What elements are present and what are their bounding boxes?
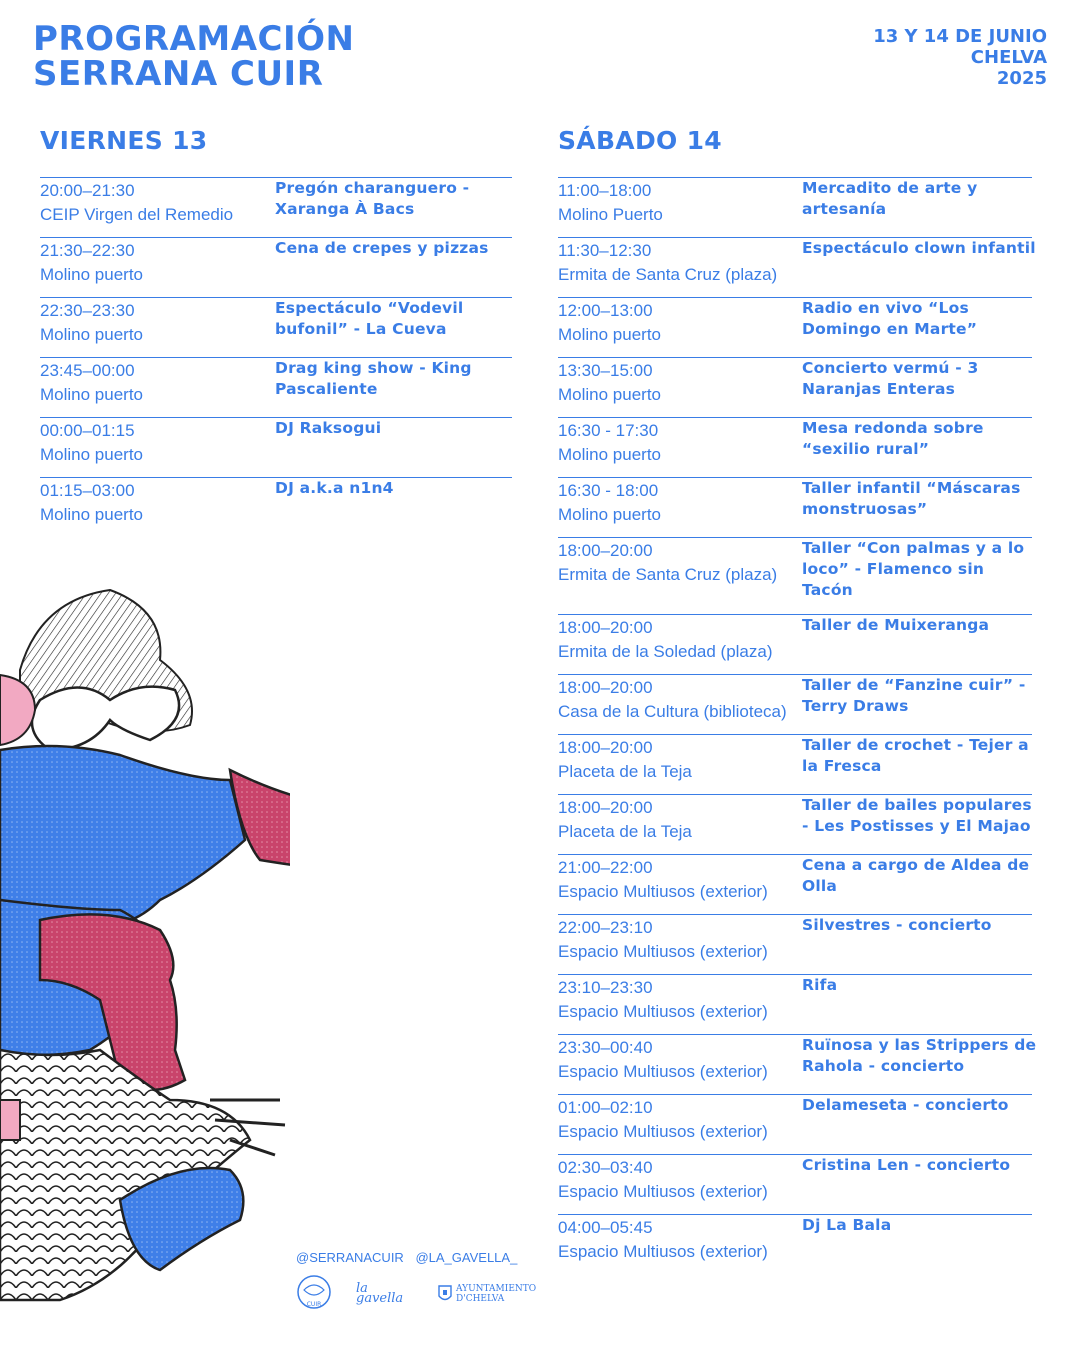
- event-venue: Espacio Multiusos (exterior): [558, 1002, 768, 1021]
- la-gavella-logo: [356, 1280, 416, 1306]
- event-name: Cristina Len - concierto: [802, 1156, 1011, 1174]
- schedule-row: [40, 477, 512, 537]
- event-meta: [873, 26, 1047, 89]
- schedule-row: [558, 1034, 1037, 1094]
- event-venue: Casa de la Cultura (biblioteca): [558, 702, 787, 721]
- schedule-row: [558, 537, 1032, 614]
- event-date: 13 Y 14 DE JUNIO: [873, 26, 1047, 47]
- time-place: [40, 358, 143, 417]
- event-time: 20:00–21:30: [40, 181, 135, 200]
- event-time: 11:00–18:00: [558, 181, 652, 200]
- event-venue: Espacio Multiusos (exterior): [558, 1062, 768, 1081]
- schedule-row: [558, 1094, 1032, 1154]
- time-place: [558, 1095, 768, 1154]
- event-time: 21:00–22:00: [558, 858, 653, 877]
- event-name: Pregón charanguero - Xaranga À Bacs: [275, 179, 470, 218]
- event-venue: Molino puerto: [40, 445, 144, 464]
- time-place: [558, 478, 661, 537]
- event-name: Rifa: [802, 976, 838, 994]
- event-name: Espectáculo “Vodevil bufonil” - La Cueva: [275, 299, 464, 338]
- handle-la-gavella[interactable]: @LA_GAVELLA_: [415, 1250, 518, 1265]
- event-time: 02:30–03:40: [558, 1158, 653, 1177]
- event-venue: Ermita de la Soledad (plaza): [558, 642, 773, 661]
- event-time: 01:00–02:10: [558, 1098, 653, 1117]
- event-venue: CEIP Virgen del Remedio: [40, 205, 234, 224]
- event-name: DJ Raksogui: [275, 419, 382, 437]
- event-venue: Espacio Multiusos (exterior): [558, 942, 768, 961]
- time-place: [558, 298, 661, 357]
- schedule-row: [40, 297, 512, 357]
- ayuntamiento-line-2: D'CHELVA: [456, 1293, 505, 1304]
- schedule-row: [40, 357, 512, 417]
- event-venue: Molino puerto: [558, 505, 662, 524]
- event-time: 22:30–23:30: [40, 301, 135, 320]
- cuir-logo-text: CUIR: [306, 1301, 322, 1308]
- time-place: [40, 298, 143, 357]
- ayuntamiento-line-1: AYUNTAMIENTO: [456, 1283, 537, 1294]
- event-venue: Molino puerto: [558, 385, 662, 404]
- time-place: [558, 615, 773, 674]
- event-time: 23:10–23:30: [558, 978, 653, 997]
- schedule-row: [558, 614, 1032, 674]
- schedule-row: [40, 417, 512, 477]
- event-venue: Espacio Multiusos (exterior): [558, 882, 768, 901]
- event-name: Concierto vermú - 3 Naranjas Enteras: [802, 359, 979, 398]
- event-name: Ruïnosa y las Strippers de Rahola - concierto: [802, 1036, 1037, 1075]
- time-place: [558, 975, 768, 1034]
- schedule-row: [558, 297, 1032, 357]
- time-place: [558, 675, 787, 734]
- schedule-row: [40, 237, 512, 297]
- event-time: 18:00–20:00: [558, 618, 653, 637]
- time-place: [40, 238, 143, 297]
- time-place: [558, 795, 692, 854]
- event-time: 21:30–22:30: [40, 241, 135, 260]
- time-place: [558, 358, 661, 417]
- event-venue: Molino puerto: [40, 385, 144, 404]
- schedule-row: [558, 674, 1032, 734]
- event-name: Drag king show - King Pascaliente: [275, 359, 472, 398]
- la-gavella-logo-text: la gavella: [356, 1280, 404, 1306]
- ayuntamiento-logo: [438, 1284, 536, 1304]
- schedule-row: [558, 357, 1032, 417]
- event-name: Dj La Bala: [802, 1216, 892, 1234]
- cuir-emblem-icon: [294, 1272, 334, 1312]
- cuir-logo: [294, 1272, 334, 1315]
- event-venue: Placeta de la Teja: [558, 822, 692, 841]
- schedule-row: [558, 1214, 1032, 1274]
- time-place: [40, 178, 233, 237]
- schedule-row: [40, 177, 512, 237]
- event-name: Radio en vivo “Los Domingo en Marte”: [802, 299, 978, 338]
- event-venue: Molino puerto: [40, 325, 144, 344]
- schedule-row: [558, 734, 1032, 794]
- event-time: 23:45–00:00: [40, 361, 135, 380]
- time-place: [558, 1215, 768, 1274]
- time-place: [558, 1035, 768, 1094]
- schedule-row: [558, 794, 1032, 854]
- event-time: 18:00–20:00: [558, 798, 653, 817]
- event-year: 2025: [996, 68, 1047, 89]
- time-place: [558, 538, 777, 614]
- schedule-row: [558, 177, 1032, 237]
- social-handles: [296, 1250, 523, 1265]
- event-venue: Molino Puerto: [558, 205, 663, 224]
- event-venue: Ermita de Santa Cruz (plaza): [558, 265, 778, 284]
- time-place: [558, 735, 692, 794]
- event-name: DJ a.k.a n1n4: [275, 479, 394, 497]
- event-venue: Espacio Multiusos (exterior): [558, 1182, 768, 1201]
- time-place: [558, 178, 663, 237]
- event-time: 04:00–05:45: [558, 1218, 653, 1237]
- event-location: CHELVA: [970, 47, 1047, 68]
- event-venue: Molino puerto: [40, 505, 144, 524]
- time-place: [40, 418, 143, 477]
- event-name: Delameseta - concierto: [802, 1096, 1009, 1114]
- event-time: 18:00–20:00: [558, 678, 653, 697]
- time-place: [558, 238, 777, 297]
- time-place: [40, 478, 143, 537]
- event-time: 22:00–23:10: [558, 918, 653, 937]
- schedule-row: [558, 854, 1032, 914]
- event-venue: Molino puerto: [558, 325, 662, 344]
- coat-of-arms-icon: [438, 1284, 452, 1304]
- time-place: [558, 855, 768, 914]
- time-place: [558, 1155, 768, 1214]
- event-time: 12:00–13:00: [558, 301, 653, 320]
- handle-serranacuir[interactable]: @SERRANACUIR: [296, 1250, 404, 1265]
- event-time: 23:30–00:40: [558, 1038, 653, 1057]
- title-line-1: PROGRAMACIÓN: [33, 19, 355, 59]
- event-venue: Placeta de la Teja: [558, 762, 692, 781]
- event-venue: Espacio Multiusos (exterior): [558, 1122, 768, 1141]
- event-time: 11:30–12:30: [558, 241, 652, 260]
- event-venue: Molino puerto: [40, 265, 144, 284]
- schedule-row: [558, 974, 1032, 1034]
- friday-heading: VIERNES 13: [40, 126, 208, 155]
- event-time: 01:15–03:00: [40, 481, 135, 500]
- event-name: Cena a cargo de Aldea de Olla: [802, 856, 1030, 895]
- saturday-heading: SÁBADO 14: [558, 126, 722, 155]
- event-venue: Ermita de Santa Cruz (plaza): [558, 565, 778, 584]
- event-venue: Espacio Multiusos (exterior): [558, 1242, 768, 1261]
- event-name: Mercadito de arte y artesanía: [802, 179, 978, 218]
- event-name: Silvestres - concierto: [802, 916, 992, 934]
- event-name: Taller infantil “Máscaras monstruosas”: [802, 479, 1021, 518]
- schedule-row: [558, 1154, 1032, 1214]
- title-line-2: SERRANA CUIR: [33, 54, 324, 94]
- event-venue: Molino puerto: [558, 445, 662, 464]
- event-name: Taller de “Fanzine cuir” - Terry Draws: [802, 676, 1026, 715]
- schedule-row: [558, 477, 1032, 537]
- event-time: 16:30 - 18:00: [558, 481, 659, 500]
- event-name: Taller de Muixeranga: [802, 616, 990, 634]
- event-name: Mesa redonda sobre “sexilio rural”: [802, 419, 984, 458]
- creature-illustration: [0, 580, 290, 1310]
- saturday-schedule: [558, 177, 1037, 1274]
- time-place: [558, 418, 661, 477]
- schedule-row: [558, 417, 1032, 477]
- time-place: [558, 915, 768, 974]
- schedule-row: [558, 914, 1032, 974]
- event-name: Espectáculo clown infantil: [802, 239, 1036, 257]
- event-time: 18:00–20:00: [558, 738, 653, 757]
- sponsor-logos: [294, 1272, 536, 1315]
- event-name: Cena de crepes y pizzas: [275, 239, 489, 257]
- event-name: Taller “Con palmas y a lo loco” - Flamenco sin Tacón: [802, 539, 1025, 599]
- event-name: Taller de crochet - Tejer a la Fresca: [802, 736, 1029, 775]
- event-time: 00:00–01:15: [40, 421, 135, 440]
- event-time: 16:30 - 17:30: [558, 421, 659, 440]
- page-title: [33, 19, 355, 94]
- event-time: 18:00–20:00: [558, 541, 653, 560]
- event-time: 13:30–15:00: [558, 361, 653, 380]
- event-name: Taller de bailes populares - Les Postisses y El Majao: [802, 796, 1032, 835]
- schedule-row: [558, 237, 1036, 297]
- friday-schedule: [40, 177, 512, 537]
